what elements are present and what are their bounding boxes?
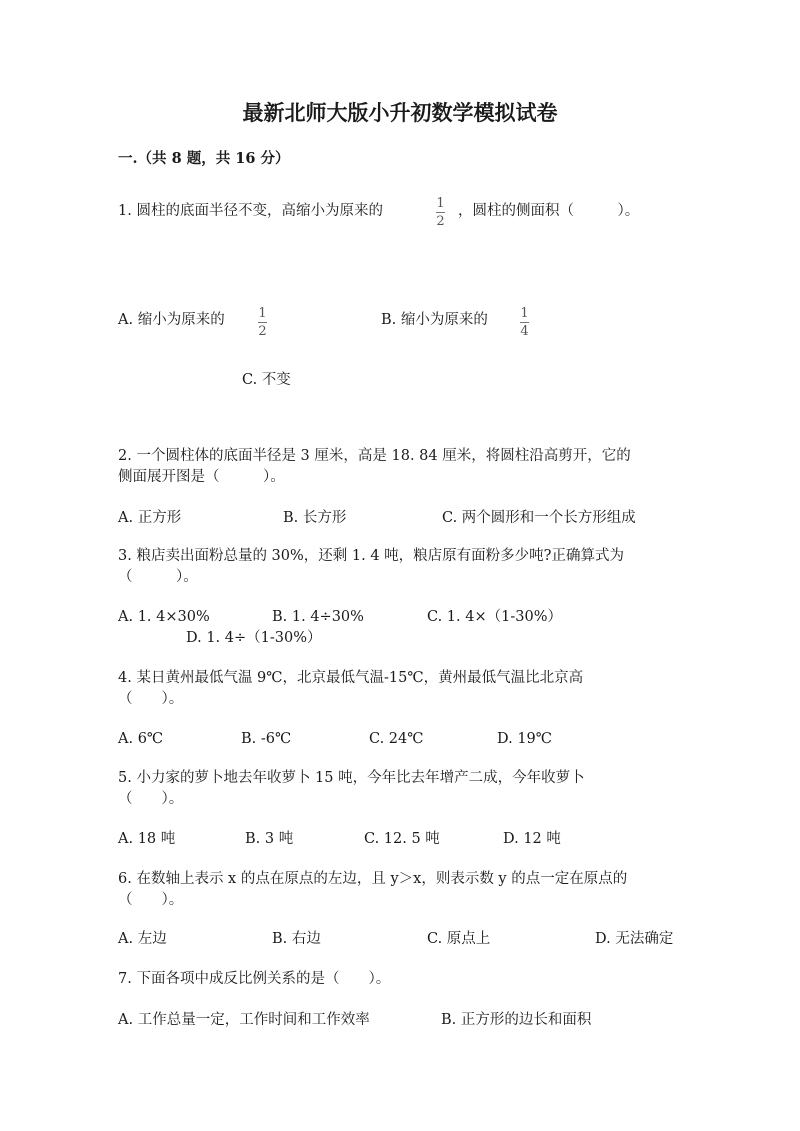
option-b: B. -6℃: [241, 731, 292, 747]
fraction-bar: [258, 322, 267, 323]
page-title: 最新北师大版小升初数学模拟试卷: [242, 101, 558, 125]
option-c: C. 原点上: [427, 931, 491, 947]
option-d: D. 1. 4÷（1-30%）: [186, 630, 322, 646]
option-d: D. 无法确定: [595, 931, 674, 947]
question-stem-line-2: （ ）。: [118, 791, 184, 807]
option-d: D. 19℃: [497, 731, 552, 747]
fraction-numerator: 1: [258, 306, 267, 321]
fraction-bar: [436, 212, 445, 213]
question-stem-line-2: （ ）。: [118, 569, 198, 585]
question-stem: 2. 一个圆柱体的底面半径是 3 厘米，高是 18. 84 厘米，将圆柱沿高剪开，它的: [118, 448, 631, 464]
question-stem: 3. 粮店卖出面粉总量的 30%，还剩 1. 4 吨，粮店原有面粉多少吨?正确算式为: [118, 548, 624, 564]
question-stem: 4. 某日黄州最低气温 9℃，北京最低气温-15℃，黄州最低气温比北京高: [118, 670, 584, 686]
option-b: B. 长方形: [283, 510, 347, 526]
question-stem: 5. 小力家的萝卜地去年收萝卜 15 吨，今年比去年增产二成，今年收萝卜: [118, 770, 585, 786]
fraction-denominator: 2: [258, 324, 267, 339]
fraction-bar: [520, 322, 529, 323]
option-b: B. 1. 4÷30%: [272, 609, 364, 625]
option-b: B. 正方形的边长和面积: [441, 1012, 592, 1028]
option-b: B. 3 吨: [245, 831, 294, 847]
question-stem-line-2: 侧面展开图是（ ）。: [118, 469, 285, 485]
option-a: A. 正方形: [118, 510, 182, 526]
question-stem-continued: ，圆柱的侧面积（ ）。: [458, 203, 640, 219]
option-c: C. 两个圆形和一个长方形组成: [442, 510, 636, 526]
question-stem-line-2: （ ）。: [118, 691, 184, 707]
option-c: C. 不变: [242, 372, 291, 388]
option-c: C. 12. 5 吨: [364, 831, 440, 847]
question-stem: 1. 圆柱的底面半径不变，高缩小为原来的: [118, 203, 383, 219]
option-b-fraction: [520, 307, 529, 338]
fraction-numerator: 1: [436, 196, 445, 211]
option-c: C. 24℃: [369, 731, 424, 747]
option-b: B. 缩小为原来的: [381, 312, 488, 328]
question-stem-line-2: （ ）。: [118, 892, 184, 908]
question-stem: 7. 下面各项中成反比例关系的是（ ）。: [118, 971, 391, 987]
option-a-fraction: [258, 307, 267, 338]
option-a: A. 6℃: [118, 731, 164, 747]
fraction: [436, 197, 445, 228]
fraction-denominator: 4: [520, 324, 529, 339]
option-a: A. 工作总量一定，工作时间和工作效率: [118, 1012, 370, 1028]
option-d: D. 12 吨: [503, 831, 561, 847]
option-a: A. 左边: [118, 931, 167, 947]
option-a: A. 1. 4×30%: [118, 609, 210, 625]
option-a: A. 缩小为原来的: [118, 312, 225, 328]
section-heading: 一.（共 8 题，共 16 分）: [118, 150, 290, 167]
question-stem: 6. 在数轴上表示 x 的点在原点的左边，且 y＞x，则表示数 y 的点一定在原点的: [118, 871, 628, 887]
fraction-denominator: 2: [436, 214, 445, 229]
option-c: C. 1. 4×（1-30%）: [427, 609, 562, 625]
option-b: B. 右边: [272, 931, 321, 947]
option-a: A. 18 吨: [118, 831, 176, 847]
fraction-numerator: 1: [520, 306, 529, 321]
